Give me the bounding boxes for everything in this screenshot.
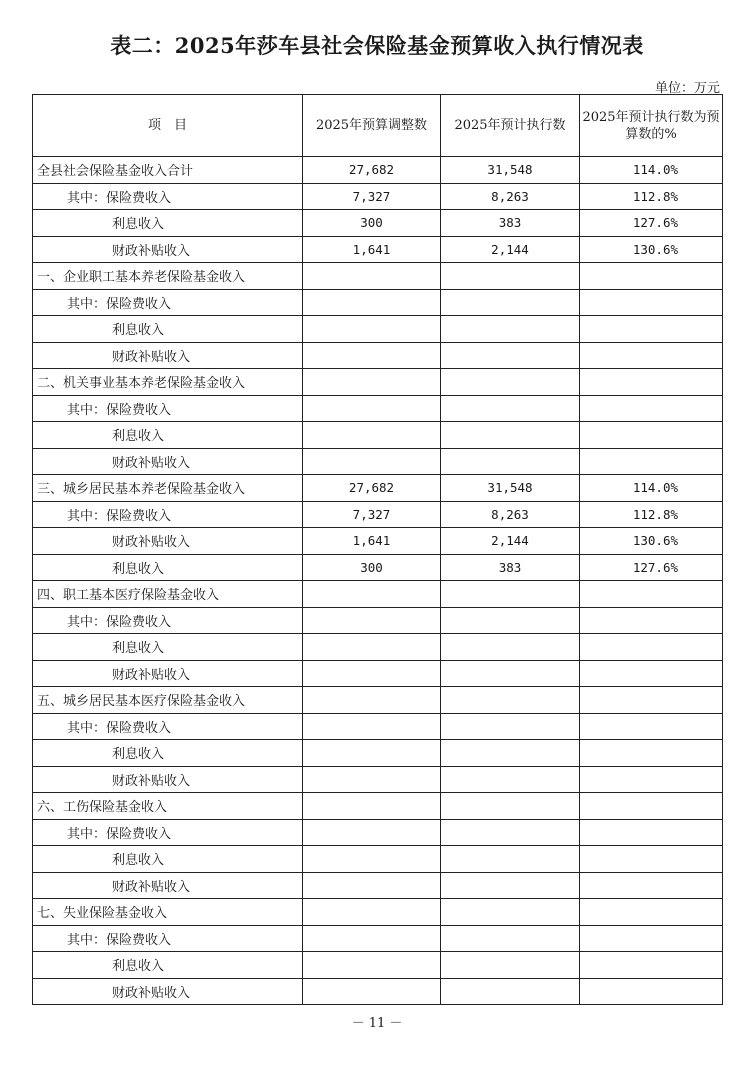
table-row xyxy=(33,634,723,661)
row-budget-cell xyxy=(303,289,441,316)
table-row xyxy=(33,952,723,979)
row-budget-cell xyxy=(303,766,441,793)
row-percent-cell: 130.6% xyxy=(580,528,723,555)
row-estimate-cell xyxy=(441,713,580,740)
row-estimate-cell xyxy=(441,263,580,290)
row-item-cell: 其中：保险费收入 xyxy=(33,819,303,846)
header-estimate: 2025年预计执行数 xyxy=(441,95,580,157)
row-item-cell: 其中：保险费收入 xyxy=(33,501,303,528)
row-percent-cell xyxy=(580,978,723,1005)
table-row xyxy=(33,263,723,290)
row-estimate-cell xyxy=(441,925,580,952)
row-percent-cell xyxy=(580,899,723,926)
row-item-cell: 财政补贴收入 xyxy=(33,342,303,369)
table-row xyxy=(33,899,723,926)
row-estimate-cell xyxy=(441,581,580,608)
row-estimate-cell xyxy=(441,819,580,846)
row-percent-cell xyxy=(580,369,723,396)
table-row xyxy=(33,793,723,820)
header-item: 项 目 xyxy=(33,95,303,157)
table-row xyxy=(33,740,723,767)
row-percent-cell xyxy=(580,846,723,873)
row-budget-cell xyxy=(303,872,441,899)
row-item-cell: 财政补贴收入 xyxy=(33,528,303,555)
row-budget-cell xyxy=(303,978,441,1005)
row-item-cell: 财政补贴收入 xyxy=(33,660,303,687)
page-number: － 11 － xyxy=(351,1016,403,1031)
row-item-cell: 财政补贴收入 xyxy=(33,766,303,793)
row-budget-cell xyxy=(303,607,441,634)
row-item-cell: 利息收入 xyxy=(33,846,303,873)
row-percent-cell xyxy=(580,634,723,661)
row-estimate-cell xyxy=(441,899,580,926)
row-estimate-cell: 8,263 xyxy=(441,183,580,210)
row-item-cell: 七、失业保险基金收入 xyxy=(33,899,303,926)
row-estimate-cell: 31,548 xyxy=(441,475,580,502)
row-percent-cell xyxy=(580,819,723,846)
row-budget-cell: 27,682 xyxy=(303,157,441,184)
table-row xyxy=(33,687,723,714)
row-item-cell: 利息收入 xyxy=(33,210,303,237)
table-row xyxy=(33,210,723,237)
row-percent-cell xyxy=(580,581,723,608)
row-estimate-cell xyxy=(441,687,580,714)
table-row xyxy=(33,978,723,1005)
row-item-cell: 五、城乡居民基本医疗保险基金收入 xyxy=(33,687,303,714)
row-budget-cell xyxy=(303,925,441,952)
row-estimate-cell xyxy=(441,978,580,1005)
row-item-cell: 财政补贴收入 xyxy=(33,978,303,1005)
table-row xyxy=(33,369,723,396)
table-row xyxy=(33,660,723,687)
row-budget-cell xyxy=(303,846,441,873)
row-percent-cell xyxy=(580,793,723,820)
table-row xyxy=(33,581,723,608)
row-percent-cell xyxy=(580,422,723,449)
table-row xyxy=(33,395,723,422)
unit-label: 单位：万元 xyxy=(654,81,720,96)
row-budget-cell xyxy=(303,740,441,767)
table-row xyxy=(33,316,723,343)
row-budget-cell xyxy=(303,316,441,343)
row-budget-cell xyxy=(303,952,441,979)
row-estimate-cell xyxy=(441,660,580,687)
row-budget-cell: 300 xyxy=(303,554,441,581)
row-percent-cell: 112.8% xyxy=(580,501,723,528)
row-item-cell: 三、城乡居民基本养老保险基金收入 xyxy=(33,475,303,502)
row-item-cell: 六、工伤保险基金收入 xyxy=(33,793,303,820)
row-percent-cell xyxy=(580,342,723,369)
row-estimate-cell xyxy=(441,766,580,793)
table-row xyxy=(33,819,723,846)
budget-table xyxy=(32,94,723,1005)
row-estimate-cell: 8,263 xyxy=(441,501,580,528)
row-percent-cell xyxy=(580,316,723,343)
row-budget-cell xyxy=(303,395,441,422)
row-percent-cell xyxy=(580,740,723,767)
row-item-cell: 利息收入 xyxy=(33,316,303,343)
row-estimate-cell: 31,548 xyxy=(441,157,580,184)
row-budget-cell xyxy=(303,422,441,449)
row-budget-cell xyxy=(303,369,441,396)
table-body xyxy=(33,157,723,1005)
row-estimate-cell xyxy=(441,448,580,475)
row-item-cell: 利息收入 xyxy=(33,422,303,449)
row-percent-cell xyxy=(580,395,723,422)
row-item-cell: 财政补贴收入 xyxy=(33,448,303,475)
row-budget-cell xyxy=(303,687,441,714)
row-budget-cell xyxy=(303,899,441,926)
row-item-cell: 其中：保险费收入 xyxy=(33,925,303,952)
row-item-cell: 其中：保险费收入 xyxy=(33,395,303,422)
row-budget-cell: 27,682 xyxy=(303,475,441,502)
row-percent-cell: 127.6% xyxy=(580,554,723,581)
table-row xyxy=(33,183,723,210)
table-row xyxy=(33,846,723,873)
row-estimate-cell xyxy=(441,316,580,343)
row-estimate-cell xyxy=(441,793,580,820)
table-row xyxy=(33,528,723,555)
table-row xyxy=(33,157,723,184)
table-row xyxy=(33,554,723,581)
table-row xyxy=(33,236,723,263)
row-budget-cell xyxy=(303,660,441,687)
row-item-cell: 一、企业职工基本养老保险基金收入 xyxy=(33,263,303,290)
row-percent-cell xyxy=(580,660,723,687)
row-percent-cell xyxy=(580,607,723,634)
row-percent-cell: 127.6% xyxy=(580,210,723,237)
table-row xyxy=(33,713,723,740)
row-budget-cell xyxy=(303,581,441,608)
row-percent-cell: 114.0% xyxy=(580,157,723,184)
row-item-cell: 利息收入 xyxy=(33,952,303,979)
row-budget-cell xyxy=(303,448,441,475)
row-item-cell: 其中：保险费收入 xyxy=(33,183,303,210)
table-row xyxy=(33,475,723,502)
row-estimate-cell: 2,144 xyxy=(441,528,580,555)
header-budget: 2025年预算调整数 xyxy=(303,95,441,157)
row-item-cell: 利息收入 xyxy=(33,554,303,581)
row-estimate-cell xyxy=(441,846,580,873)
row-estimate-cell xyxy=(441,740,580,767)
row-item-cell: 全县社会保险基金收入合计 xyxy=(33,157,303,184)
row-estimate-cell xyxy=(441,952,580,979)
row-budget-cell xyxy=(303,793,441,820)
row-estimate-cell xyxy=(441,422,580,449)
row-budget-cell: 300 xyxy=(303,210,441,237)
row-item-cell: 利息收入 xyxy=(33,740,303,767)
row-percent-cell xyxy=(580,872,723,899)
row-estimate-cell xyxy=(441,607,580,634)
row-item-cell: 利息收入 xyxy=(33,634,303,661)
row-percent-cell xyxy=(580,289,723,316)
row-item-cell: 财政补贴收入 xyxy=(33,872,303,899)
row-budget-cell: 1,641 xyxy=(303,528,441,555)
row-estimate-cell xyxy=(441,289,580,316)
table-row xyxy=(33,766,723,793)
row-budget-cell: 1,641 xyxy=(303,236,441,263)
row-budget-cell: 7,327 xyxy=(303,501,441,528)
row-item-cell: 二、机关事业基本养老保险基金收入 xyxy=(33,369,303,396)
row-item-cell: 其中：保险费收入 xyxy=(33,607,303,634)
table-row xyxy=(33,872,723,899)
row-estimate-cell xyxy=(441,342,580,369)
row-item-cell: 其中：保险费收入 xyxy=(33,713,303,740)
row-percent-cell xyxy=(580,687,723,714)
row-percent-cell xyxy=(580,952,723,979)
row-estimate-cell: 383 xyxy=(441,554,580,581)
row-budget-cell xyxy=(303,713,441,740)
row-estimate-cell xyxy=(441,369,580,396)
table-header-row xyxy=(33,95,723,157)
row-percent-cell xyxy=(580,766,723,793)
row-budget-cell xyxy=(303,263,441,290)
table-row xyxy=(33,289,723,316)
row-percent-cell: 130.6% xyxy=(580,236,723,263)
row-percent-cell xyxy=(580,713,723,740)
page-title: 表二：2025年莎车县社会保险基金预算收入执行情况表 xyxy=(110,33,644,58)
row-estimate-cell: 2,144 xyxy=(441,236,580,263)
row-budget-cell xyxy=(303,634,441,661)
row-budget-cell xyxy=(303,819,441,846)
row-item-cell: 财政补贴收入 xyxy=(33,236,303,263)
row-estimate-cell: 383 xyxy=(441,210,580,237)
table-row xyxy=(33,342,723,369)
table-row xyxy=(33,448,723,475)
header-percent: 2025年预计执行数为预算数的% xyxy=(580,95,723,157)
row-percent-cell: 114.0% xyxy=(580,475,723,502)
row-percent-cell: 112.8% xyxy=(580,183,723,210)
row-percent-cell xyxy=(580,448,723,475)
table-row xyxy=(33,925,723,952)
row-estimate-cell xyxy=(441,634,580,661)
row-estimate-cell xyxy=(441,395,580,422)
row-budget-cell xyxy=(303,342,441,369)
table-row xyxy=(33,607,723,634)
row-budget-cell: 7,327 xyxy=(303,183,441,210)
row-percent-cell xyxy=(580,925,723,952)
table-row xyxy=(33,501,723,528)
row-percent-cell xyxy=(580,263,723,290)
row-item-cell: 四、职工基本医疗保险基金收入 xyxy=(33,581,303,608)
row-item-cell: 其中：保险费收入 xyxy=(33,289,303,316)
table-row xyxy=(33,422,723,449)
row-estimate-cell xyxy=(441,872,580,899)
